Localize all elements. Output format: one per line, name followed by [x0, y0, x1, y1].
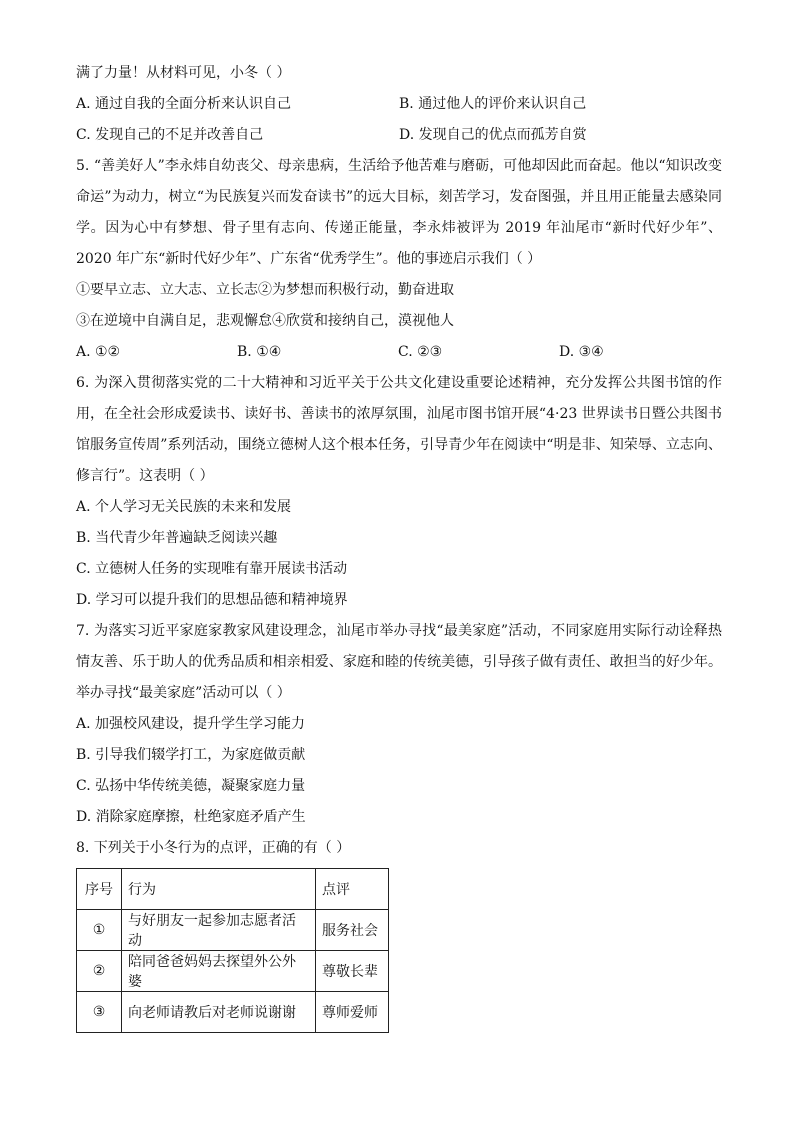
q7-option-a[interactable]: A. 加强校风建设，提升学生学习能力	[76, 716, 306, 732]
q5-statement-1: ①要早立志、立大志、立长志②为梦想而积极行动，勤奋进取	[76, 282, 454, 298]
table-header-row	[77, 869, 389, 910]
q6-stem: 6. 为深入贯彻落实党的二十大精神和习近平关于公共文化建设重要论述精神，充分发挥公共图书馆的作用，在全社会形成爱读书、读好书、善读书的浓厚氛围，汕尾市图书馆开展“4·23 世界读书日暨公共图书馆服务宣传周”系列活动，围绕立德树人这个根本任务，引导青少年在阅读中“明是非、知荣辱、立志向、修言行”。这表明（ ）	[76, 375, 722, 484]
q6-option-a[interactable]: A. 个人学习无关民族的未来和发展	[76, 499, 292, 515]
table-header-behavior: 行为	[122, 869, 316, 910]
table-cell-index: ①	[77, 910, 122, 951]
table-cell-behavior: 与好朋友一起参加志愿者活动	[122, 910, 316, 951]
q5-statement-2: ③在逆境中自满自足，悲观懈怠④欣赏和接纳自己，漠视他人	[76, 313, 454, 329]
table-cell-index: ③	[77, 992, 122, 1033]
q7-option-b[interactable]: B. 引导我们辍学打工，为家庭做贡献	[76, 747, 306, 763]
table-cell-comment: 尊敬长辈	[316, 951, 389, 992]
table-header-comment: 点评	[316, 869, 389, 910]
table-cell-index: ②	[77, 951, 122, 992]
q7-stem: 7. 为落实习近平家庭家教家风建设理念，汕尾市举办寻找“最美家庭”活动，不同家庭用实际行动诠释热情友善、乐于助人的优秀品质和相亲相爱、家庭和睦的传统美德，引导孩子做有责任、敢担当的好少年。举办寻找“最美家庭”活动可以（ ）	[76, 623, 722, 701]
table-row	[77, 951, 389, 992]
q5-option-a[interactable]: A. ①②	[76, 344, 121, 360]
q4-options-row-2	[76, 120, 722, 151]
q5-option-b[interactable]: B. ①④	[237, 344, 282, 360]
q4-options-row-1	[76, 89, 722, 120]
q4-option-c[interactable]: C. 发现自己的不足并改善自己	[76, 127, 264, 143]
table-cell-comment: 服务社会	[316, 910, 389, 951]
q8-table	[76, 868, 389, 1033]
exam-page	[76, 58, 722, 1033]
q4-option-d[interactable]: D. 发现自己的优点而孤芳自赏	[399, 127, 587, 143]
table-header-index: 序号	[77, 869, 122, 910]
table-cell-behavior: 向老师请教后对老师说谢谢	[122, 992, 316, 1033]
q4-option-a[interactable]: A. 通过自我的全面分析来认识自己	[76, 96, 292, 112]
q5-options	[76, 337, 722, 368]
q8-stem: 8. 下列关于小冬行为的点评，正确的有（ ）	[76, 840, 351, 856]
table-row	[77, 910, 389, 951]
q5-stem: 5. “善美好人”李永炜自幼丧父、母亲患病，生活给予他苦难与磨砺，可他却因此而奋起。他以“知识改变命运”为动力，树立“为民族复兴而发奋读书”的远大目标，刻苦学习，发奋图强，并且用正能量去感染同学。因为心中有梦想、骨子里有志向、传递正能量，李永炜被评为 2019 年汕尾市“新时代好少年”、2020 年广东“新时代好少年”、广东省“优秀学生”。他的事迹启示我们（ ）	[76, 158, 722, 267]
q7-option-d[interactable]: D. 消除家庭摩擦，杜绝家庭矛盾产生	[76, 809, 306, 825]
table-cell-comment: 尊师爱师	[316, 992, 389, 1033]
q4-option-b[interactable]: B. 通过他人的评价来认识自己	[399, 96, 587, 112]
q6-option-c[interactable]: C. 立德树人任务的实现唯有靠开展读书活动	[76, 561, 348, 577]
table-cell-behavior: 陪同爸爸妈妈去探望外公外婆	[122, 951, 316, 992]
q7-option-c[interactable]: C. 弘扬中华传统美德，凝聚家庭力量	[76, 778, 306, 794]
q6-option-b[interactable]: B. 当代青少年普遍缺乏阅读兴趣	[76, 530, 278, 546]
table-row	[77, 992, 389, 1033]
q6-option-d[interactable]: D. 学习可以提升我们的思想品德和精神境界	[76, 592, 348, 608]
q5-option-d[interactable]: D. ③④	[559, 344, 604, 360]
q5-option-c[interactable]: C. ②③	[398, 344, 443, 360]
q4-stem-tail: 满了力量！从材料可见，小冬（ ）	[76, 65, 291, 81]
